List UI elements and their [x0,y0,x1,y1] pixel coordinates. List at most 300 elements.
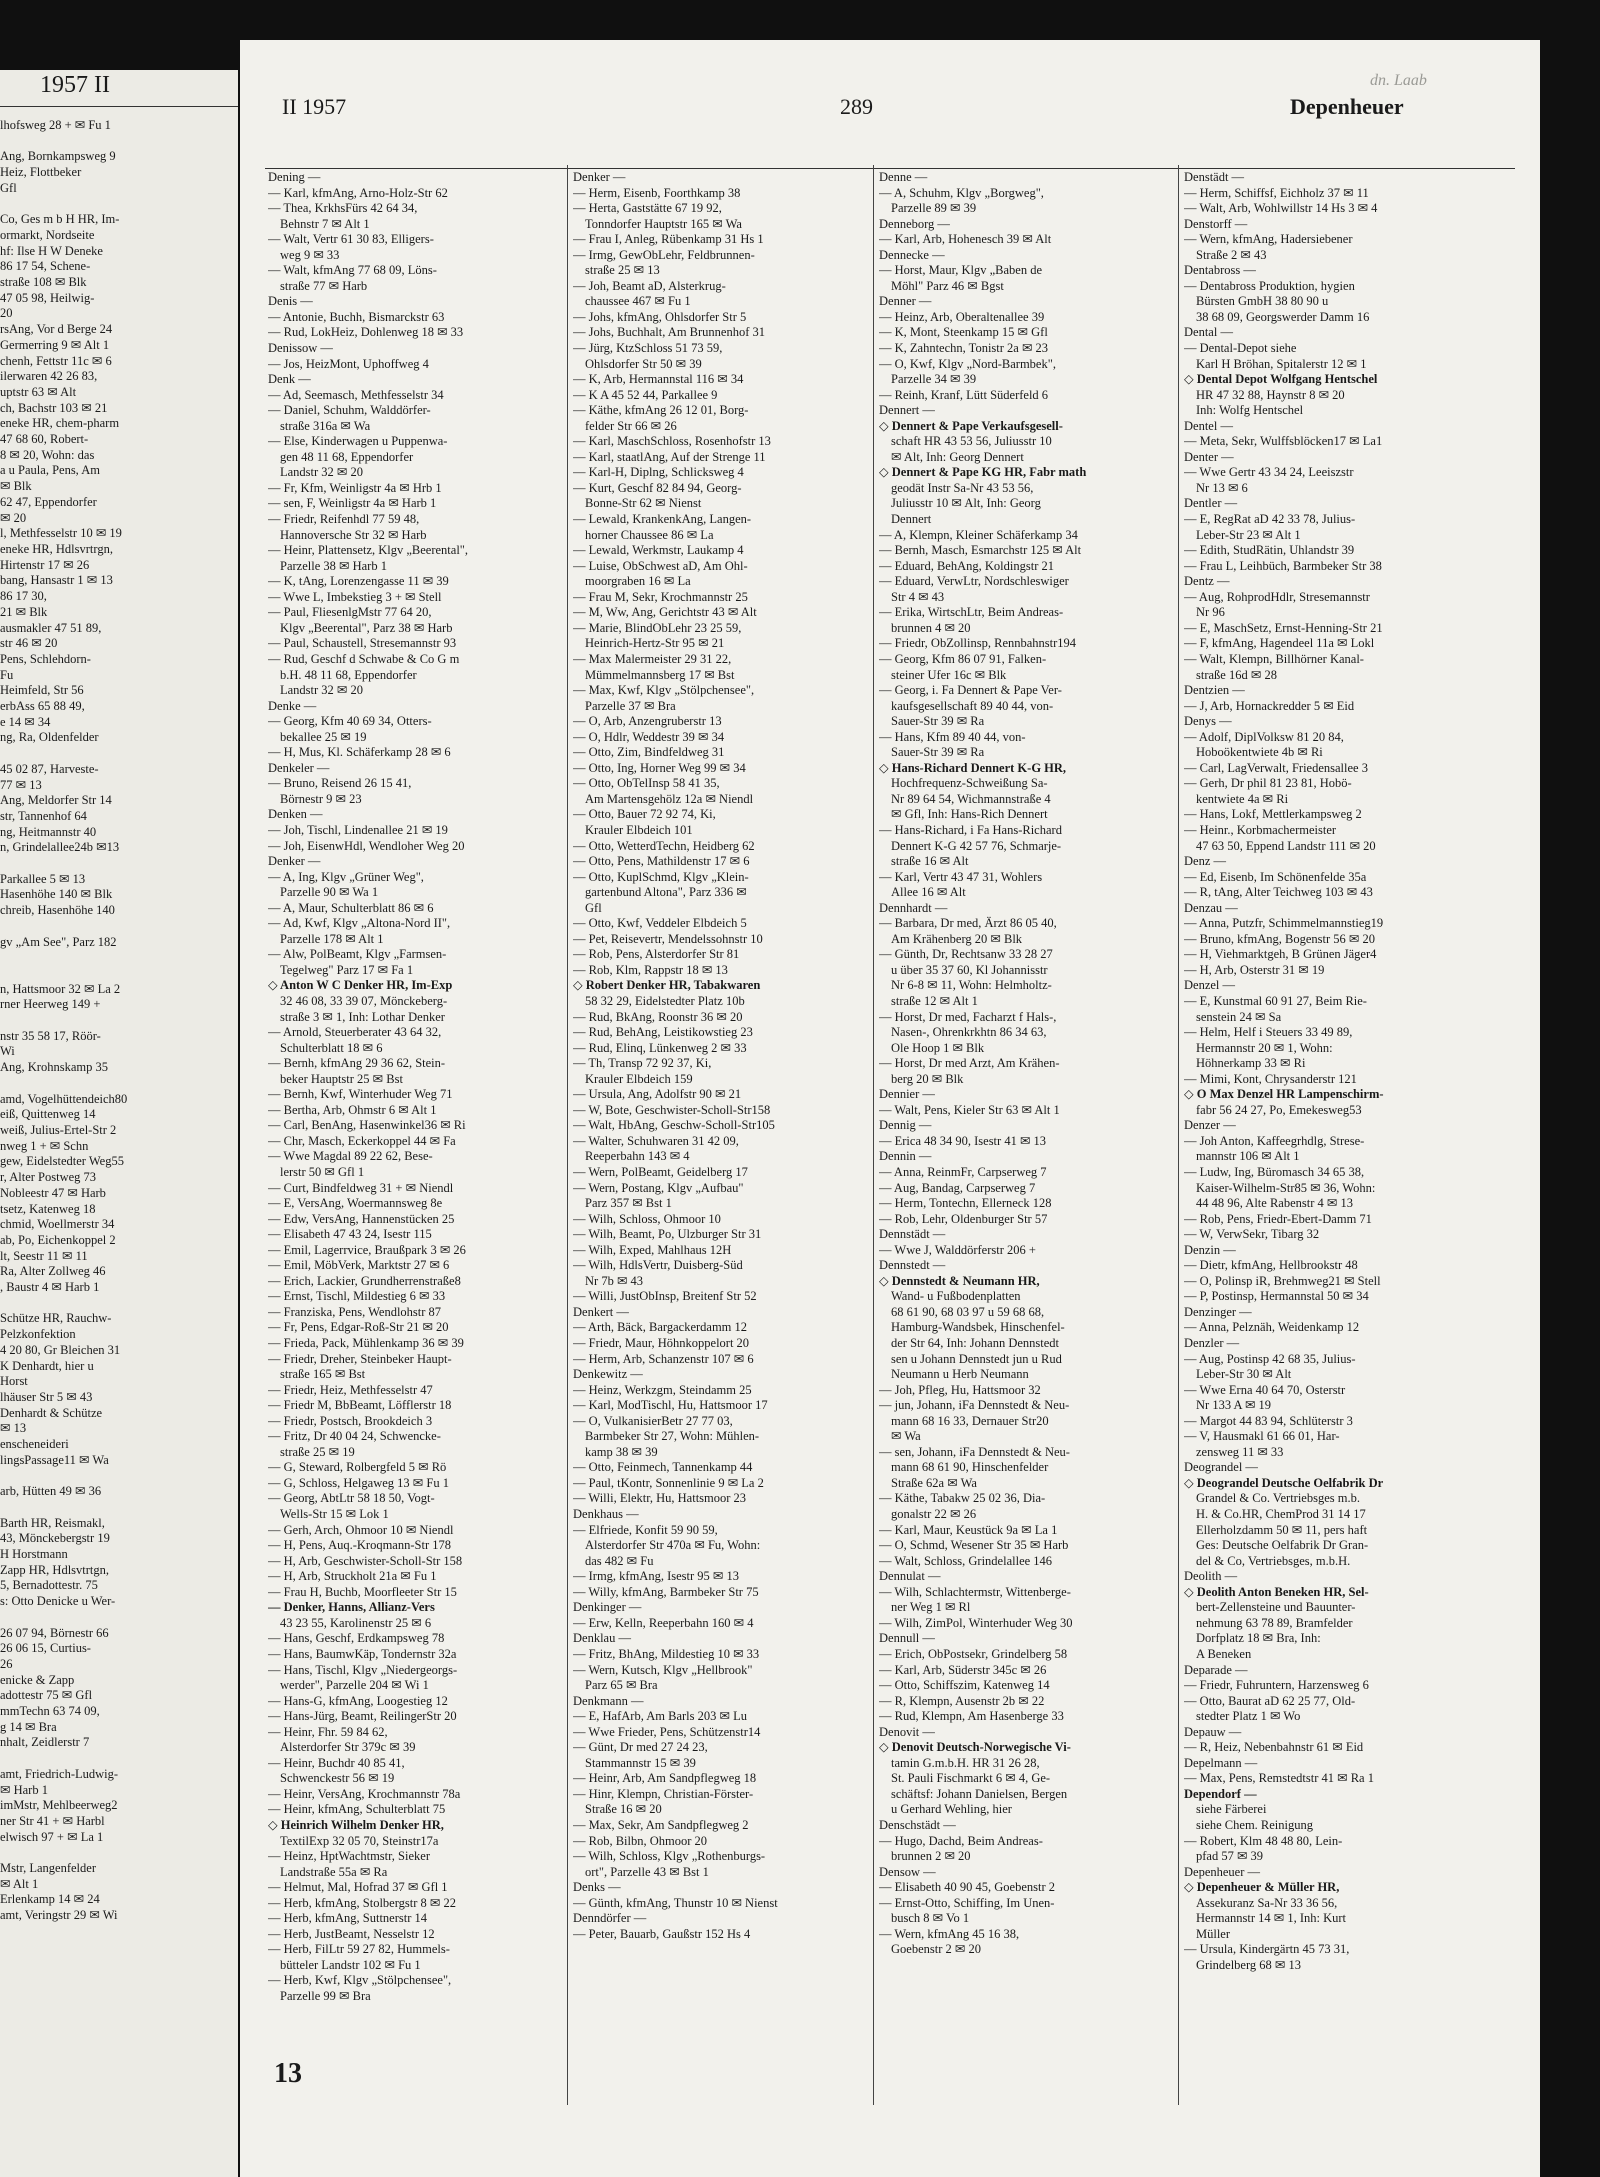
directory-entry: — Gerh, Arch, Ohmoor 10 ✉ Niendl [268,1522,454,1537]
directory-entry: — Wern, Kutsch, Klgv „Hellbrook" [573,1662,753,1677]
left-page-line: Nobleestr 47 ✉ Harb [0,1185,106,1200]
left-page-line: ng, Ra, Oldenfelder [0,730,99,745]
directory-entry: — O, Schmd, Wesener Str 35 ✉ Harb [879,1538,1069,1553]
directory-entry: — Daniel, Schuhm, Walddörfer- [268,403,431,418]
surname-heading: Dental — [1184,325,1233,340]
left-page-line: rsAng, Vor d Berge 24 [0,322,113,337]
surname-heading: Dennier — [879,1087,935,1102]
surname-heading: Dennulat — [879,1569,941,1584]
directory-entry: bekallee 25 ✉ 19 [280,729,367,744]
directory-entry: — Günth, Dr, Rechtsanw 33 28 27 [879,947,1053,962]
directory-entry: Straße 62a ✉ Wa [891,1475,977,1490]
directory-entry: — Walt, Vertr 61 30 83, Elligers- [268,232,434,247]
directory-entry: — A, Ing, Klgv „Grüner Weg", [268,869,424,884]
directory-entry: — Frau I, Anleg, Rübenkamp 31 Hs 1 [573,232,764,247]
directory-entry: straße 165 ✉ Bst [280,1367,366,1382]
directory-entry: 47 63 50, Eppend Landstr 111 ✉ 20 [1196,838,1376,853]
surname-heading: Denys — [1184,714,1232,729]
directory-entry: — Emil, Lagerrvice, Braußpark 3 ✉ 26 [268,1242,466,1257]
left-page-line: ✉ 20 [0,510,27,525]
directory-entry: fabr 56 24 27, Po, Emekesweg53 [1196,1102,1362,1117]
directory-entry: horner Chaussee 86 ✉ La [585,527,714,542]
left-page-line: gv „Am See", Parz 182 [0,934,117,949]
directory-entry: — O, Kwf, Klgv „Nord-Barmbek", [879,356,1056,371]
directory-entry: — V, Hausmakl 61 66 01, Har- [1184,1429,1340,1444]
directory-entry: Landstr 32 ✉ 20 [280,465,364,480]
left-page-line: nweg 1 + ✉ Schn [0,1138,89,1153]
directory-entry: — K, Mont, Steenkamp 15 ✉ Gfl [879,325,1048,340]
directory-entry: — A, Maur, Schulterblatt 86 ✉ 6 [268,900,434,915]
directory-entry: bert-Zellensteine und Bauunter- [1196,1600,1356,1615]
surname-heading: Deolith — [1184,1569,1238,1584]
left-page-line: 47 68 60, Robert- [0,432,89,447]
directory-entry: Landstr 32 ✉ 20 [280,683,364,698]
left-page-line: lt, Seestr 11 ✉ 11 [0,1248,88,1263]
left-page-line: ormarkt, Nordseite [0,227,95,242]
left-page-line: 26 06 15, Curtius- [0,1641,91,1656]
directory-entry: — E, RegRat aD 42 33 78, Julius- [1184,512,1356,527]
left-page-line: Ra, Alter Zollweg 46 [0,1264,106,1279]
right-page [240,40,1540,2177]
directory-entry: — Heinr, Arb, Am Sandpflegweg 18 [573,1771,757,1786]
directory-entry: — Robert, Klm 48 48 80, Lein- [1184,1833,1343,1848]
left-page-line: Germerring 9 ✉ Alt 1 [0,337,110,352]
directory-entry: — Luise, ObSchwest aD, Am Ohl- [573,558,748,573]
left-page-line: Wi [0,1044,15,1059]
left-page-line: erbAss 65 88 49, [0,699,85,714]
directory-entry: — Antonie, Buchh, Bismarckstr 63 [268,309,445,324]
directory-entry: Am Martensgehölz 12a ✉ Niendl [585,791,754,806]
left-page-line: straße 108 ✉ Blk [0,275,87,290]
directory-entry: — Bruno, kfmAng, Bogenstr 56 ✉ 20 [1184,931,1376,946]
surname-heading: Denzau — [1184,900,1238,915]
surname-heading: Denker — [573,170,626,184]
left-page-line: 4 20 80, Gr Bleichen 31 [0,1342,121,1357]
directory-entry: Allee 16 ✉ Alt [891,885,966,900]
directory-entry: Nr 89 64 54, Wichmannstraße 4 [891,791,1051,806]
right-page-header-right: Depenheuer [1290,94,1404,119]
directory-entry: — Georg, Kfm 40 69 34, Otters- [268,714,432,729]
surname-heading: Denovit — [879,1724,935,1739]
left-page-line: 26 [0,1656,13,1671]
directory-entry: Börnestr 9 ✉ 23 [280,791,362,806]
directory-entry: Karl H Bröhan, Spitalerstr 12 ✉ 1 [1196,356,1367,371]
directory-entry: Sauer-Str 39 ✉ Ra [891,745,985,760]
directory-entry: Dennert [891,512,932,527]
directory-entry: bütteler Landstr 102 ✉ Fu 1 [280,1957,421,1972]
directory-entry: Wand- u Fußbodenplatten [891,1289,1021,1304]
directory-entry: Kaiser-Wilhelm-Str85 ✉ 36, Wohn: [1196,1180,1376,1195]
directory-entry: — Arth, Bäck, Bargackerdamm 12 [573,1320,748,1335]
directory-entry: siehe Chem. Reinigung [1196,1817,1313,1832]
left-page-line: Denhardt & Schütze [0,1405,103,1420]
directory-entry: ◇ Deolith Anton Beneken HR, Sel- [1184,1584,1369,1599]
directory-entry: steiner Ufer 16c ✉ Blk [891,667,1007,682]
directory-entry: — Joh, Beamt aD, Alsterkrug- [573,278,726,293]
directory-entry: ◇ Dennert & Pape Verkaufsgesell- [879,418,1063,433]
surname-heading: Denstädt — [1184,170,1245,184]
surname-heading: Denkewitz — [573,1367,643,1382]
left-page-line: 26 07 94, Börnestr 66 [0,1625,109,1640]
directory-entry: — E, Kunstmal 60 91 27, Beim Rie- [1184,993,1367,1008]
header-scribble: dn. Laab [1370,72,1427,89]
directory-entry: Straße 2 ✉ 43 [1196,247,1267,262]
directory-entry: — Karl-H, Diplng, Schlicksweg 4 [573,465,744,480]
directory-entry: — A, Klempn, Kleiner Schäferkamp 34 [879,527,1078,542]
directory-entry: Schwenckestr 56 ✉ 19 [280,1771,395,1786]
directory-entry: Straße 16 ✉ 20 [585,1802,662,1817]
directory-entry: — Heinr., Korbmachermeister [1184,822,1337,837]
directory-entry: kaufsgesellschaft 89 40 44, von- [891,698,1054,713]
directory-entry: Alsterdorfer Str 379c ✉ 39 [280,1740,416,1755]
directory-entry: — Günth, kfmAng, Thunstr 10 ✉ Nienst [573,1895,778,1910]
directory-entry: zensweg 11 ✉ 33 [1196,1444,1284,1459]
left-page-line: eneke HR, Hdlsvrtrgn, [0,541,113,556]
directory-entry: — Herb, kfmAng, Suttnerstr 14 [268,1911,428,1926]
surname-heading: Denneborg — [879,216,950,231]
left-page-line: 62 47, Eppendorfer [0,494,97,509]
left-page-line: Heimfeld, Str 56 [0,683,84,698]
directory-entry: — Rob, Lehr, Oldenburger Str 57 [879,1211,1048,1226]
left-page-line: eneke HR, chem-pharm [0,416,120,431]
directory-entry: tamin G.m.b.H. HR 31 26 28, [891,1755,1040,1770]
left-page-line: 21 ✉ Blk [0,604,48,619]
left-page-line: elwisch 97 + ✉ La 1 [0,1829,104,1844]
directory-entry: — H, Viehmarktgeh, B Grünen Jäger4 [1184,947,1377,962]
directory-entry: — Bernh, Masch, Esmarchstr 125 ✉ Alt [879,543,1082,558]
directory-entry: — A, Schuhm, Klgv „Borgweg", [879,185,1044,200]
directory-entry: lerstr 50 ✉ Gfl 1 [280,1165,365,1179]
directory-entry: mann 68 16 33, Dernauer Str20 [891,1413,1049,1428]
directory-entry: — Herm, Tontechn, Ellerneck 128 [879,1196,1052,1211]
directory-entry: — Jürg, KtzSchloss 51 73 59, [573,341,723,356]
directory-entry: Parzelle 178 ✉ Alt 1 [280,931,384,946]
directory-entry: Tonndorfer Hauptstr 165 ✉ Wa [585,216,742,231]
directory-entry: sen u Johann Dennstedt jun u Rud [891,1351,1062,1366]
directory-entry: — Alw, PolBeamt, Klgv „Farmsen- [268,947,447,962]
directory-entry: — K, Zahntechn, Tonistr 2a ✉ 23 [879,341,1049,356]
left-page-line: hf: Ilse H W Deneke [0,243,103,258]
surname-heading: Dentzien — [1184,683,1245,698]
directory-entry: — Joh, EisenwHdl, Wendloher Weg 20 [268,838,465,853]
directory-entry: Parzelle 90 ✉ Wa 1 [280,885,379,900]
directory-entry: — Wilh, Schloss, Ohmoor 10 [573,1211,721,1226]
surname-heading: Dennull — [879,1631,935,1646]
directory-entry: — Edith, StudRätin, Uhlandstr 39 [1184,543,1355,558]
directory-entry: — H, Pens, Auq.-Kroqmann-Str 178 [268,1538,451,1553]
directory-entry: Hermannstr 20 ✉ 1, Wohn: [1196,1040,1333,1055]
left-page-line: 20 [0,306,13,321]
directory-entry: Nr 7b ✉ 43 [585,1273,644,1288]
directory-entry: — Wilh, Schloss, Klgv „Rothenburgs- [573,1849,766,1864]
directory-entry: — H, Arb, Osterstr 31 ✉ 19 [1184,962,1325,977]
directory-entry: Tegelweg" Parz 17 ✉ Fa 1 [280,962,414,977]
directory-entry: — Denker, Hanns, Allianz-Vers [268,1600,435,1615]
directory-entry: Landstraße 55a ✉ Ra [280,1864,388,1879]
directory-entry: ◇ Dennert & Pape KG HR, Fabr math [879,465,1087,480]
left-page-line [0,966,228,982]
directory-entry: chaussee 467 ✉ Fu 1 [585,294,691,309]
left-page-line: ✉ 13 [0,1421,27,1436]
directory-entry: ◇ Hans-Richard Dennert K-G HR, [879,760,1067,775]
left-page-line: chenh, Fettstr 11c ✉ 6 [0,353,112,368]
directory-entry: ◇ Heinrich Wilhelm Denker HR, [268,1817,444,1832]
left-page-line: nhalt, Zeidlerstr 7 [0,1735,90,1750]
directory-entry: Grindelberg 68 ✉ 13 [1196,1957,1302,1972]
directory-entry: — Wilh, Exped, Mahlhaus 12H [573,1242,732,1257]
left-page-line: gew, Eidelstedter Weg55 [0,1154,124,1169]
directory-entry: TextilExp 32 05 70, Steinstr17a [280,1833,439,1848]
directory-entry: — Thea, KrkhsFürs 42 64 34, [268,201,418,216]
directory-entry: — Helmut, Mal, Hofrad 37 ✉ Gfl 1 [268,1880,448,1895]
surname-heading: Denkhaus — [573,1507,639,1522]
surname-heading: Dentel — [1184,418,1233,433]
directory-entry: — Heinr, Fhr. 59 84 62, [268,1724,388,1739]
directory-entry: — Otto, WetterdTechn, Heidberg 62 [573,838,755,853]
directory-entry: — Hans, BaumwKäp, Tondernstr 32a [268,1646,457,1661]
directory-entry: Nr 13 ✉ 6 [1196,480,1248,495]
directory-entry: siehe Färberei [1196,1802,1267,1817]
directory-entry: — Walt, HbAng, Geschw-Scholl-Str105 [573,1118,775,1133]
directory-entry: — M, Ww, Ang, Gerichtstr 43 ✉ Alt [573,605,757,620]
left-page-line: Parkallee 5 ✉ 13 [0,871,86,886]
left-page-line: l, Methfesselstr 10 ✉ 19 [0,526,122,541]
left-page-line: Ang, Meldorfer Str 14 [0,793,112,808]
directory-entry: — P, Postinsp, Hermannstal 50 ✉ 34 [1184,1289,1369,1304]
directory-entry: Parz 65 ✉ Bra [585,1678,658,1693]
directory-entry: — Heinz, HptWachtmstr, Sieker [268,1849,430,1864]
directory-entry: ◇ Robert Denker HR, Tabakwaren [573,978,761,993]
directory-entry: — Peter, Bauarb, Gaußstr 152 Hs 4 [573,1926,751,1941]
directory-entry: — Arnold, Steuerberater 43 64 32, [268,1025,442,1040]
directory-entry: — Wern, PolBeamt, Geidelberg 17 [573,1165,748,1179]
directory-entry: — Otto, Bauer 72 92 74, Ki, [573,807,716,822]
directory-entry: — Hans, Lokf, Mettlerkampsweg 2 [1184,807,1362,822]
directory-entry: — Max, Sekr, Am Sandpflegweg 2 [573,1817,749,1832]
left-page-line: H Horstmann [0,1546,68,1561]
left-page-line: 86 17 54, Schene- [0,259,91,274]
directory-entry: — Friedr, Postsch, Brookdeich 3 [268,1413,433,1428]
directory-entry: — Rob, Bilbn, Ohmoor 20 [573,1833,708,1848]
surname-heading: Denklau — [573,1631,631,1646]
directory-entry: — R, tAng, Alter Teichweg 103 ✉ 43 [1184,885,1373,900]
surname-heading: Denter — [1184,449,1234,464]
directory-entry: — Käthe, kfmAng 26 12 01, Borg- [573,403,749,418]
directory-entry: — Fritz, BhAng, Mildestieg 10 ✉ 33 [573,1646,760,1661]
directory-entry: Ellerholzdamm 50 ✉ 11, pers haft [1196,1522,1368,1537]
directory-entry: 32 46 08, 33 39 07, Mönckeberg- [280,993,448,1008]
directory-entry: — Wwe Erna 40 64 70, Osterstr [1184,1382,1346,1397]
left-page-line: Heiz, Flottbeker [0,165,82,180]
directory-entry: Leber-Str 30 ✉ Alt [1196,1367,1292,1382]
left-page-line: lingsPassage11 ✉ Wa [0,1452,109,1467]
surname-heading: Denkert — [573,1304,629,1319]
directory-entry: — Rud, Klempn, Am Hasenberge 33 [879,1709,1064,1724]
directory-entry: A Beneken [1196,1646,1252,1661]
directory-entry: Parzelle 37 ✉ Bra [585,698,676,713]
surname-heading: Dependorf — [1184,1786,1257,1801]
left-page-line: eiß, Quittenweg 14 [0,1107,96,1122]
directory-entry: — Rob, Pens, Friedr-Ebert-Damm 71 [1184,1211,1372,1226]
surname-heading: Denis — [268,294,313,309]
directory-entry: Alsterdorfer Str 470a ✉ Fu, Wohn: [585,1538,761,1553]
surname-heading: Depelmann — [1184,1755,1258,1770]
directory-entry: — Otto, Pens, Mathildenstr 17 ✉ 6 [573,854,750,869]
directory-entry: straße 77 ✉ Harb [280,278,368,293]
directory-entry: Sauer-Str 39 ✉ Ra [891,714,985,729]
directory-entry: — Friedr, Dreher, Steinbeker Haupt- [268,1351,452,1366]
directory-entry: Am Krähenberg 20 ✉ Blk [891,931,1023,946]
directory-entry: — Ludw, Ing, Büromasch 34 65 38, [1184,1165,1365,1179]
directory-entry: — Georg, AbtLtr 58 18 50, Vogt- [268,1491,435,1506]
directory-entry: straße 316a ✉ Wa [280,418,371,433]
directory-entry: — O, VulkanisierBetr 27 77 03, [573,1413,733,1428]
directory-entry: — Karl, Maur, Keustück 9a ✉ La 1 [879,1522,1058,1537]
directory-entry: — Otto, KuplSchmd, Klgv „Klein- [573,869,749,884]
directory-entry: Müller [1196,1926,1231,1941]
directory-entry: kamp 38 ✉ 39 [585,1444,658,1459]
directory-entry: ◇ Deograndel Deutsche Oelfabrik Dr [1184,1475,1384,1490]
left-page-line: ausmakler 47 51 89, [0,620,102,635]
directory-entry: — Dental-Depot siehe [1184,341,1297,356]
directory-entry: Hamburg-Wandsbek, Hinschenfel- [891,1320,1065,1335]
directory-entry: u Gerhard Wehling, hier [891,1802,1012,1817]
left-page-line: tsetz, Katenweg 18 [0,1201,96,1216]
directory-entry: — Dietr, kfmAng, Hellbrookstr 48 [1184,1258,1358,1273]
left-page-line: ner Str 41 + ✉ Harbl [0,1813,105,1828]
surname-heading: Denken — [268,807,323,822]
directory-entry: Hermannstr 14 ✉ 1, Inh: Kurt [1196,1911,1347,1926]
column-divider [873,165,874,2105]
directory-entry: — Herb, kfmAng, Stolbergstr 8 ✉ 22 [268,1895,457,1910]
left-page-line: Mstr, Langenfelder [0,1861,96,1876]
directory-entry: — W, VerwSekr, Tibarg 32 [1184,1227,1320,1242]
directory-entry: — sen, F, Weinligstr 4a ✉ Harb 1 [268,496,437,511]
directory-entry: — Barbara, Dr med, Ärzt 86 05 40, [879,916,1057,931]
directory-entry: — Otto, Feinmech, Tannenkamp 44 [573,1460,753,1475]
left-page-line: Pens, Schlehdorn- [0,651,91,666]
directory-entry: moorgraben 16 ✉ La [585,574,691,589]
left-page-line [0,1751,228,1767]
directory-entry: — K A 45 52 44, Parkallee 9 [573,387,718,402]
directory-entry: — Fr, Kfm, Weinligstr 4a ✉ Hrb 1 [268,480,442,495]
directory-entry: — Frieda, Pack, Mühlenkamp 36 ✉ 39 [268,1336,464,1351]
directory-entry: — Irmg, kfmAng, Isestr 95 ✉ 13 [573,1569,740,1584]
left-page-line: Ang, Krohnskamp 35 [0,1060,108,1075]
left-page-line [0,1296,228,1312]
directory-entry: — Ursula, Kindergärtn 45 73 31, [1184,1942,1350,1957]
left-page-line: g 14 ✉ Bra [0,1719,57,1734]
directory-entry: — Lewald, Werkmstr, Laukamp 4 [573,543,744,558]
directory-entry: — Wwe Magdal 89 22 62, Bese- [268,1149,433,1164]
directory-entry: — Paul, FliesenlgMstr 77 64 20, [268,605,432,620]
surname-heading: Depauw — [1184,1724,1242,1739]
left-page-line: 5, Bernadottestr. 75 [0,1578,98,1593]
left-page-line: arb, Hütten 49 ✉ 36 [0,1484,102,1499]
directory-entry: — Otto, Zim, Bindfeldweg 31 [573,745,725,760]
directory-entry: Parz 357 ✉ Bst 1 [585,1196,672,1211]
directory-entry: nehmung 63 78 89, Bramfelder [1196,1615,1353,1630]
left-page-line: amt, Friedrich-Ludwig- [0,1766,119,1781]
directory-entry: — Karl, staatlAng, Auf der Strenge 11 [573,449,766,464]
directory-entry: — Käthe, Tabakw 25 02 36, Dia- [879,1491,1046,1506]
directory-entry: straße 16d ✉ 28 [1196,667,1277,682]
surname-heading: Denissow — [268,341,333,356]
directory-entry: Hannoversche Str 32 ✉ Harb [280,527,427,542]
surname-heading: Dennhardt — [879,900,948,915]
directory-entry: — Bernh, kfmAng 29 36 62, Stein- [268,1056,446,1071]
directory-entry: — Carl, BenAng, Hasenwinkel36 ✉ Ri [268,1118,466,1133]
surname-heading: Dening — [268,170,321,184]
directory-entry: — Karl, Vertr 43 47 31, Wohlers [879,869,1043,884]
directory-entry: Ohlsdorfer Str 50 ✉ 39 [585,356,702,371]
directory-entry: — E, MaschSetz, Ernst-Henning-Str 21 [1184,620,1383,635]
left-page-line: ✉ Blk [0,479,32,494]
directory-entry: 68 61 90, 68 03 97 u 59 68 68, [891,1304,1045,1319]
left-page-line: uptstr 63 ✉ Alt [0,384,77,399]
directory-entry: — Pet, Reisevertr, Mendelssohnstr 10 [573,931,763,946]
directory-entry: Hoboökentwiete 4b ✉ Ri [1196,745,1323,760]
surname-heading: Densow — [879,1864,936,1879]
left-page-line: Zapp HR, Hdlsvtrtgn, [0,1562,110,1577]
directory-entry: das 482 ✉ Fu [585,1553,654,1568]
left-page-line: str, Tannenhof 64 [0,808,87,823]
directory-entry: — Paul, Schaustell, Stresemannstr 93 [268,636,457,651]
directory-entry: — Reinh, Kranf, Lütt Süderfeld 6 [879,387,1049,402]
directory-entry: — Ad, Kwf, Klgv „Altona-Nord II", [268,916,451,931]
directory-entry: — Otto, Schiffszim, Katenweg 14 [879,1678,1050,1693]
surname-heading: Deparade — [1184,1662,1248,1677]
directory-entry: — Jos, HeizMont, Uphoffweg 4 [268,356,429,371]
directory-entry: — Georg, Kfm 86 07 91, Falken- [879,651,1047,666]
directory-entry: gen 48 11 68, Eppendorfer [280,449,414,464]
folio-mark: 13 [274,2058,302,2089]
directory-entry: — Friedr M, BbBeamt, Löfflerstr 18 [268,1398,452,1413]
surname-heading: Denzin — [1184,1242,1236,1257]
directory-entry: geodät Instr Sa-Nr 43 53 56, [891,480,1034,495]
directory-entry: Krauler Elbdeich 101 [585,822,693,837]
directory-entry: — Joh, Tischl, Lindenallee 21 ✉ 19 [268,822,448,837]
directory-entry: — Carl, LagVerwalt, Friedensallee 3 [1184,760,1368,775]
directory-entry: Klgv „Beerental", Parz 38 ✉ Harb [280,620,453,635]
left-page-line [0,746,228,762]
directory-entry: — Wwe Frieder, Pens, Schützenstr14 [573,1724,761,1739]
directory-entry: — Erw, Kelln, Reeperbahn 160 ✉ 4 [573,1615,754,1630]
directory-entry: schaft HR 43 53 56, Juliusstr 10 [891,434,1052,449]
surname-heading: Denkinger — [573,1600,642,1615]
surname-heading: Denks — [573,1880,621,1895]
left-header-rule [0,106,238,107]
directory-entry: — Herta, Gaststätte 67 19 92, [573,201,722,216]
directory-entry: weg 9 ✉ 33 [280,247,340,262]
directory-entry: — Hans, Kfm 89 40 44, von- [879,729,1026,744]
directory-entry: Nasen-, Ohrenkrkhtn 86 34 63, [891,1025,1047,1040]
surname-heading: Denstorff — [1184,216,1248,231]
left-page-line [0,197,228,213]
directory-entry: — Frau H, Buchb, Moorfleeter Str 15 [268,1584,457,1599]
directory-entry: — Rud, BehAng, Leistikowstieg 23 [573,1025,753,1040]
directory-entry: 58 32 29, Eidelstedter Platz 10b [585,993,745,1008]
left-page-line: amd, Vogelhüttendeich80 [0,1091,128,1106]
directory-entry: H. & Co.HR, ChemProd 31 14 17 [1196,1507,1366,1522]
surname-heading: Denker — [268,854,321,869]
directory-entry: — Herb, Kwf, Klgv „Stölpchensee", [268,1973,452,1988]
directory-entry: — Rud, Elinq, Lünkenweg 2 ✉ 33 [573,1040,747,1055]
directory-entry: ort", Parzelle 43 ✉ Bst 1 [585,1864,709,1879]
directory-entry: — Heinr, VersAng, Krochmannstr 78a [268,1786,461,1801]
right-page-header-left: II 1957 [282,94,347,119]
left-page-line: Gfl [0,180,17,195]
